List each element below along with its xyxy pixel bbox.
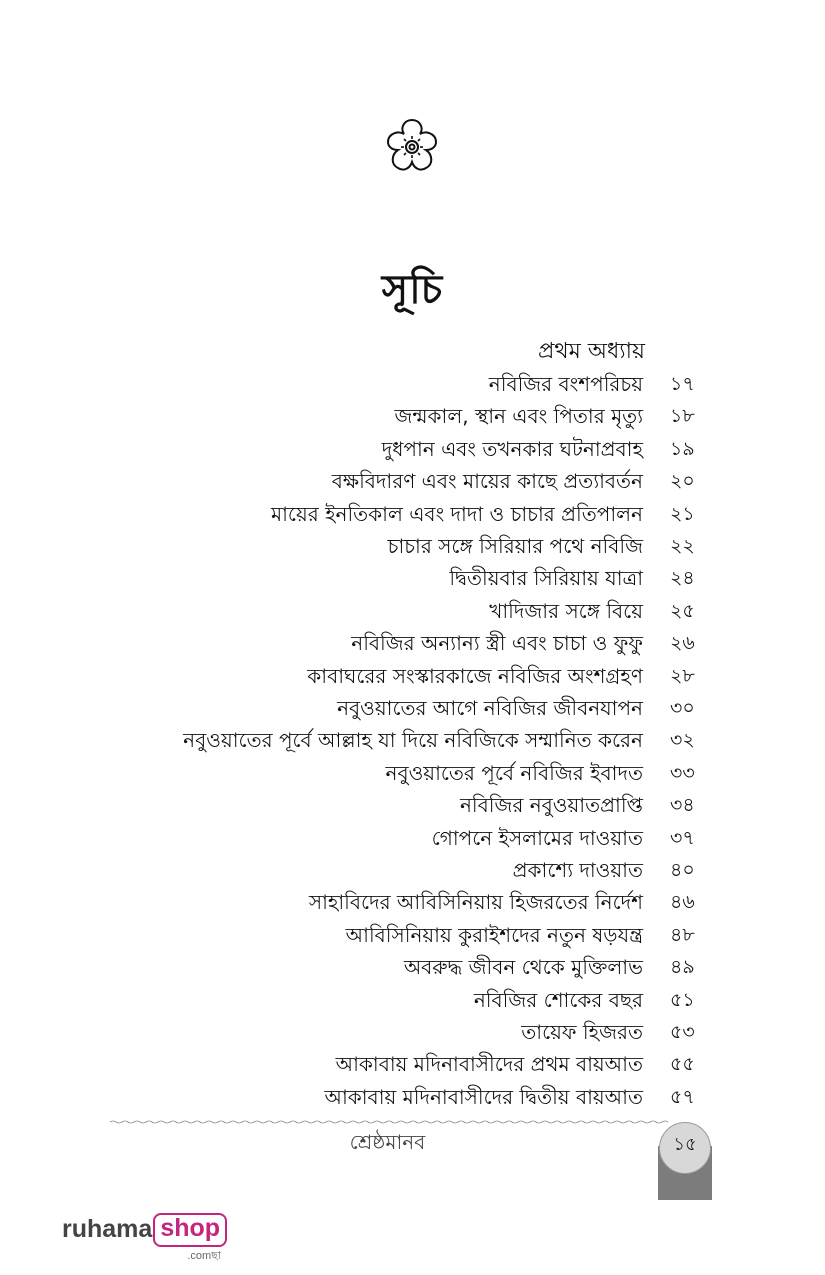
toc-entry	[0, 724, 825, 756]
toc-entry-page: ১৯	[670, 437, 695, 460]
toc-entry-title: নবিজির শোকের বছর	[473, 987, 643, 1012]
page-number: ১৫	[673, 1134, 697, 1155]
toc-entry-title: গোপনে ইসলামের দাওয়াত	[431, 825, 643, 850]
toc-entry	[0, 498, 825, 530]
toc-entry	[0, 757, 825, 789]
toc-entry	[0, 595, 825, 627]
toc-entry	[0, 854, 825, 886]
toc-entry-title: নবিজির নবুওয়াতপ্রাপ্তি	[459, 793, 643, 818]
ruhamashop-logo	[62, 1213, 227, 1262]
toc-entry-page: ৩০	[670, 697, 695, 719]
toc-entry-page: ২২	[670, 535, 695, 557]
toc-entry	[0, 886, 825, 918]
toc-entry-page: ৫৫	[670, 1053, 695, 1076]
toc-entry	[0, 692, 825, 724]
toc-entry-title: অবরুদ্ধ জীবন থেকে মুক্তিলাভ	[403, 955, 643, 980]
toc-entry-title: বক্ষবিদারণ এবং মায়ের কাছে প্রত্যাবর্তন	[331, 469, 643, 494]
logo-text-shop: shop	[160, 1214, 221, 1242]
toc-entry	[0, 433, 825, 465]
toc-entry-title: নবুওয়াতের আগে নবিজির জীবনযাপন	[337, 696, 643, 720]
toc-entry-page: ১৭	[670, 373, 695, 395]
toc-entry-title: নবুওয়াতের পূর্বে আল্লাহ যা দিয়ে নবিজিকে সম্মানিত করেন	[183, 728, 643, 753]
toc-entry-page: ৫৭	[670, 1085, 695, 1108]
toc-entry-page: ২১	[670, 502, 695, 525]
toc-entry-title: নবুওয়াতের পূর্বে নবিজির ইবাদত	[385, 760, 643, 785]
toc-entry-page: ৩৪	[670, 794, 695, 817]
toc-entry-title: কাবাঘরের সংস্কারকাজে নবিজির অংশগ্রহণ	[307, 663, 643, 688]
flower-ornament-icon	[380, 116, 444, 180]
toc-entry-title: নবিজির অন্যান্য স্ত্রী এবং চাচা ও ফুফু	[351, 631, 643, 656]
toc-entry	[0, 465, 825, 497]
toc-entry-page: ১৮	[670, 405, 695, 428]
logo-shop-box	[153, 1213, 227, 1262]
toc-entry	[0, 1016, 825, 1048]
toc-entry-title: আকাবায় মদিনাবাসীদের দ্বিতীয় বায়আত	[324, 1084, 643, 1109]
toc-entry-page: ৪৮	[670, 923, 695, 946]
toc-entry-title: চাচার সঙ্গে সিরিয়ার পথে নবিজি	[387, 534, 643, 558]
toc-entry-page: ৫১	[670, 988, 695, 1011]
toc-entry	[0, 660, 825, 692]
toc-entry	[0, 951, 825, 983]
toc-entry	[0, 919, 825, 951]
toc-entry	[0, 789, 825, 821]
logo-text-suffix: .comছা	[187, 1250, 222, 1262]
footer-book-name: শ্রেষ্ঠমানব	[349, 1130, 426, 1154]
toc-entry	[0, 1048, 825, 1080]
toc-entry-title: জন্মকাল, স্থান এবং পিতার মৃত্যু	[394, 404, 643, 429]
toc-entry	[0, 368, 825, 400]
toc-entry-title: দ্বিতীয়বার সিরিয়ায় যাত্রা	[449, 566, 643, 591]
toc-entry	[0, 530, 825, 562]
logo-text-ruhama: ruhama	[62, 1215, 153, 1243]
toc-entry	[0, 984, 825, 1016]
toc-entry	[0, 400, 825, 432]
toc-entry-title: তায়েফ হিজরত	[521, 1020, 643, 1044]
toc-entry-page: ৩২	[670, 729, 695, 752]
toc-entry	[0, 1081, 825, 1113]
toc-entry-page: ৪৯	[670, 956, 695, 979]
toc-entry-title: প্রকাশ্যে দাওয়াত	[512, 858, 643, 882]
page-title: সূচি	[381, 267, 444, 313]
toc-entry	[0, 562, 825, 594]
toc-entry	[0, 627, 825, 659]
toc-entry-page: ৪৬	[670, 891, 695, 914]
toc-entry-title: নবিজির বংশপরিচয়	[488, 372, 643, 396]
toc-entry-page: ২৫	[670, 599, 695, 622]
toc-entry-page: ২০	[670, 470, 695, 493]
toc-entry-page: ৩৩	[670, 761, 695, 784]
toc-entry-title: আবিসিনিয়ায় কুরাইশদের নতুন ষড়যন্ত্র	[345, 922, 643, 947]
toc-entry-title: আকাবায় মদিনাবাসীদের প্রথম বায়আত	[335, 1052, 643, 1077]
chapter-heading: প্রথম অধ্যায়	[538, 339, 645, 364]
page-number-tab	[658, 1122, 712, 1200]
toc-entry-title: দুধপান এবং তখনকার ঘটনাপ্রবাহ	[381, 436, 643, 461]
toc-entry-title: খাদিজার সঙ্গে বিয়ে	[489, 598, 643, 623]
toc-entry-page: ২৪	[670, 567, 695, 590]
toc-entry-page: ২৬	[670, 632, 695, 655]
toc-entry	[0, 822, 825, 854]
toc-entry-page: ২৮	[670, 664, 695, 687]
toc-entry-page: ৪০	[670, 859, 695, 881]
toc-entry-page: ৩৭	[670, 826, 695, 849]
footer-divider	[110, 1120, 668, 1124]
toc-entry-title: সাহাবিদের আবিসিনিয়ায় হিজরতের নির্দেশ	[308, 890, 643, 915]
toc-entry-page: ৫৩	[670, 1021, 695, 1043]
toc-entry-title: মায়ের ইনতিকাল এবং দাদা ও চাচার প্রতিপালন	[271, 501, 643, 526]
